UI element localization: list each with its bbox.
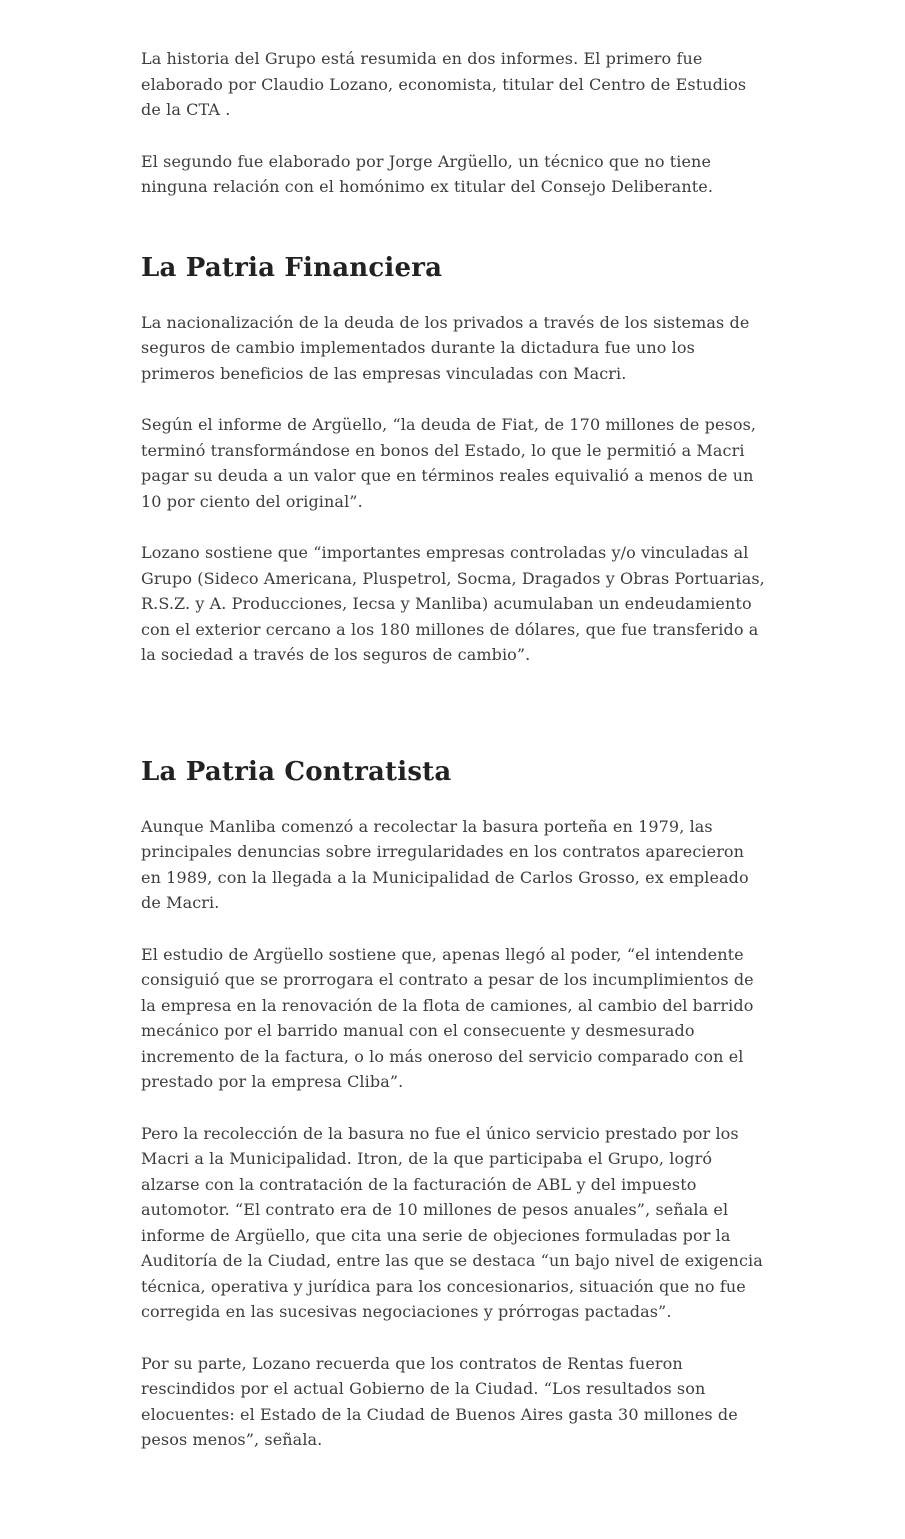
financiera-paragraph-2: Según el informe de Argüello, “la deuda de Fiat, de 170 millones de pesos, terminó transformándose en bonos del Estado, lo que le permitió a Macri pagar su deuda a un valor que en términos reales equivalió a menos de un 10 por ciento del original”. (141, 415, 757, 511)
section-heading-patria-contratista: La Patria Contratista (141, 756, 452, 787)
financiera-paragraph-1: La nacionalización de la deuda de los privados a través de los sistemas de seguros de cambio implementados durante la dictadura fue uno los primeros beneficios de las empresas vinculadas con Macri. (141, 312, 750, 383)
contratista-paragraph-2: El estudio de Argüello sostiene que, apenas llegó al poder, “el intendente consiguió que se prorrogara el contrato a pesar de los incumplimientos de la empresa en la renovación de la flota de camiones, al cambio del barrido mecánico por el barrido manual con el consecuente y desmesurado incremento de la factura, o lo más oneroso del servicio comparado con el prestado por la empresa Cliba”. (141, 944, 754, 1091)
contratista-paragraph-4: Por su parte, Lozano recuerda que los contratos de Rentas fueron rescindidos por el actual Gobierno de la Ciudad. “Los resultados son elocuentes: el Estado de la Ciudad de Buenos Aires gasta 30 millones de pesos menos”, señala. (141, 1353, 738, 1449)
intro-paragraph-1: La historia del Grupo está resumida en dos informes. El primero fue elaborado por Claudio Lozano, economista, titular del Centro de Estudios de la CTA . (141, 49, 747, 119)
section-heading-patria-financiera: La Patria Financiera (141, 252, 443, 283)
financiera-paragraph-3: Lozano sostiene que “importantes empresas controladas y/o vinculadas al Grupo (Sideco Americana, Pluspetrol, Socma, Dragados y Obras Portuarias, R.S.Z. y A. Producciones, Iecsa y Manliba) acumulaban un endeudamiento con el exterior cercano a los 180 millones de dólares, que fue transferido a la sociedad a través de los seguros de cambio”. (141, 543, 765, 664)
intro-paragraph-2: El segundo fue elaborado por Jorge Argüello, un técnico que no tiene ninguna relación con el homónimo ex titular del Consejo Deliberante. (141, 151, 714, 196)
contratista-paragraph-3: Pero la recolección de la basura no fue el único servicio prestado por los Macri a la Municipalidad. Itron, de la que participaba el Grupo, logró alzarse con la contratación de la facturación de ABL y del impuesto automotor. “El contrato era de 10 millones de pesos anuales”, señala el informe de Argüello, que cita una serie de objeciones formuladas por la Auditoría de la Ciudad, entre las que se destaca “un bajo nivel de exigencia técnica, operativa y jurídica para los concesionarios, situación que no fue corregida en las sucesivas negociaciones y prórrogas pactadas”. (141, 1123, 763, 1321)
article-body (141, 46, 765, 1453)
contratista-paragraph-1: Aunque Manliba comenzó a recolectar la basura porteña en 1979, las principales denuncias sobre irregularidades en los contratos aparecieron en 1989, con la llegada a la Municipalidad de Carlos Grosso, ex empleado de Macri. (141, 816, 749, 912)
